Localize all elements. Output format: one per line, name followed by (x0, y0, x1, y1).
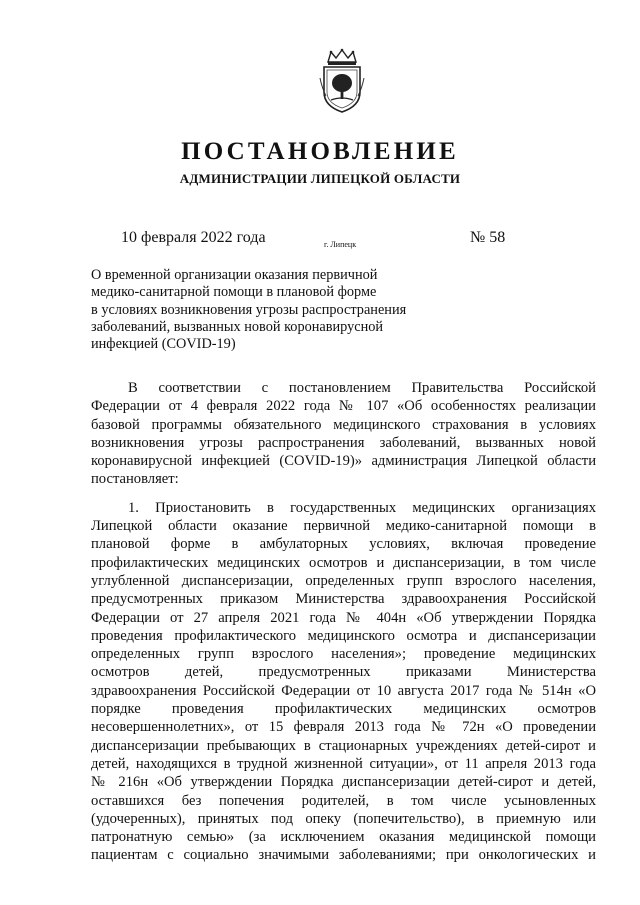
body-line: В соответствии с постановлением Правительства Российской (128, 380, 596, 396)
body-line: детей, находящихся в трудной жизненной ситуации», от 11 апреля 2013 года (91, 755, 596, 772)
paragraph-preamble (91, 379, 596, 489)
body-line: здравоохранения Российской Федерации от 10 августа 2017 года № 514н «О (91, 682, 596, 699)
subject-line: в условиях возникновения угрозы распространения (91, 301, 407, 318)
document-city: г. Липецк (324, 240, 357, 249)
body-line: проведения профилактического медицинского осмотра и диспансеризации (91, 627, 596, 644)
body-line: углубленной диспансеризации, определенных групп взрослого населения, (91, 572, 596, 589)
body-line: постановляет: (91, 471, 179, 488)
issuing-authority: АДМИНИСТРАЦИИ ЛИПЕЦКОЙ ОБЛАСТИ (179, 171, 461, 186)
paragraph-clause-1 (91, 499, 596, 865)
body-line: оставшихся без попечения родителей, в том числе усыновленных (91, 792, 596, 809)
body-line: плановой форме в амбулаторных условиях, включая проведение (91, 536, 596, 553)
body-line: Федерации от 4 февраля 2022 года № 107 «Об особенностях реализации (91, 398, 596, 415)
body-line: несовершеннолетних», от 15 февраля 2013 года № 72н «О проведении (91, 719, 596, 736)
body-line: (удочеренных), принятых под опеку (попечительство), в приемную или (91, 810, 596, 827)
document-date: 10 февраля 2022 года (121, 229, 266, 246)
subject-line: О временной организации оказания первичной (91, 267, 378, 283)
body-line: № 216н «Об утверждении Порядка диспансеризации детей-сирот и детей, (91, 774, 596, 791)
body-line: предусмотренных приказом Министерства здравоохранения Российской (91, 591, 596, 608)
body-line: порядке проведения профилактических медицинских осмотров (91, 701, 596, 718)
body-line: пациентам с социально значимыми заболеваниями; при онкологических и (91, 847, 596, 864)
document-number: № 58 (470, 229, 506, 246)
subject-line: инфекцией (COVID-19) (91, 336, 236, 353)
body-line: осмотров детей, предусмотренных приказами Министерства (91, 664, 596, 681)
body-line: патронатную семью» (за исключением оказания медицинской помощи (91, 829, 596, 846)
subject-line: медико-санитарной помощи в плановой форме (91, 284, 377, 301)
body-line: коронавирусной инфекцией (COVID-19)» администрация Липецкой области (91, 453, 596, 470)
body-line: профилактических медицинских осмотров и диспансеризации, в том числе (91, 554, 596, 571)
subject-line: заболеваний, вызванных новой коронавирусной (91, 318, 384, 335)
body-line: диспансеризации пребывающих в стационарных учреждениях детей-сирот и (91, 737, 596, 754)
document-body (91, 379, 596, 865)
body-line: базовой программы обязательного медицинского страхования в условиях (91, 416, 596, 433)
document-title: ПОСТАНОВЛЕНИЕ (181, 138, 459, 165)
body-line: определенных групп взрослого населения»; проведение медицинских (91, 646, 596, 663)
body-line: возникновения угрозы распространения заболеваний, вызванных новой (91, 434, 596, 451)
body-line: 1. Приостановить в государственных медицинских организациях (128, 499, 596, 516)
document-subject (91, 267, 451, 353)
body-line: Липецкой области оказание первичной медико-санитарной помощи в (91, 518, 596, 535)
body-line: Федерации от 27 апреля 2021 года № 404н «Об утверждении Порядка (91, 609, 596, 626)
coat-of-arms-icon (318, 48, 366, 114)
